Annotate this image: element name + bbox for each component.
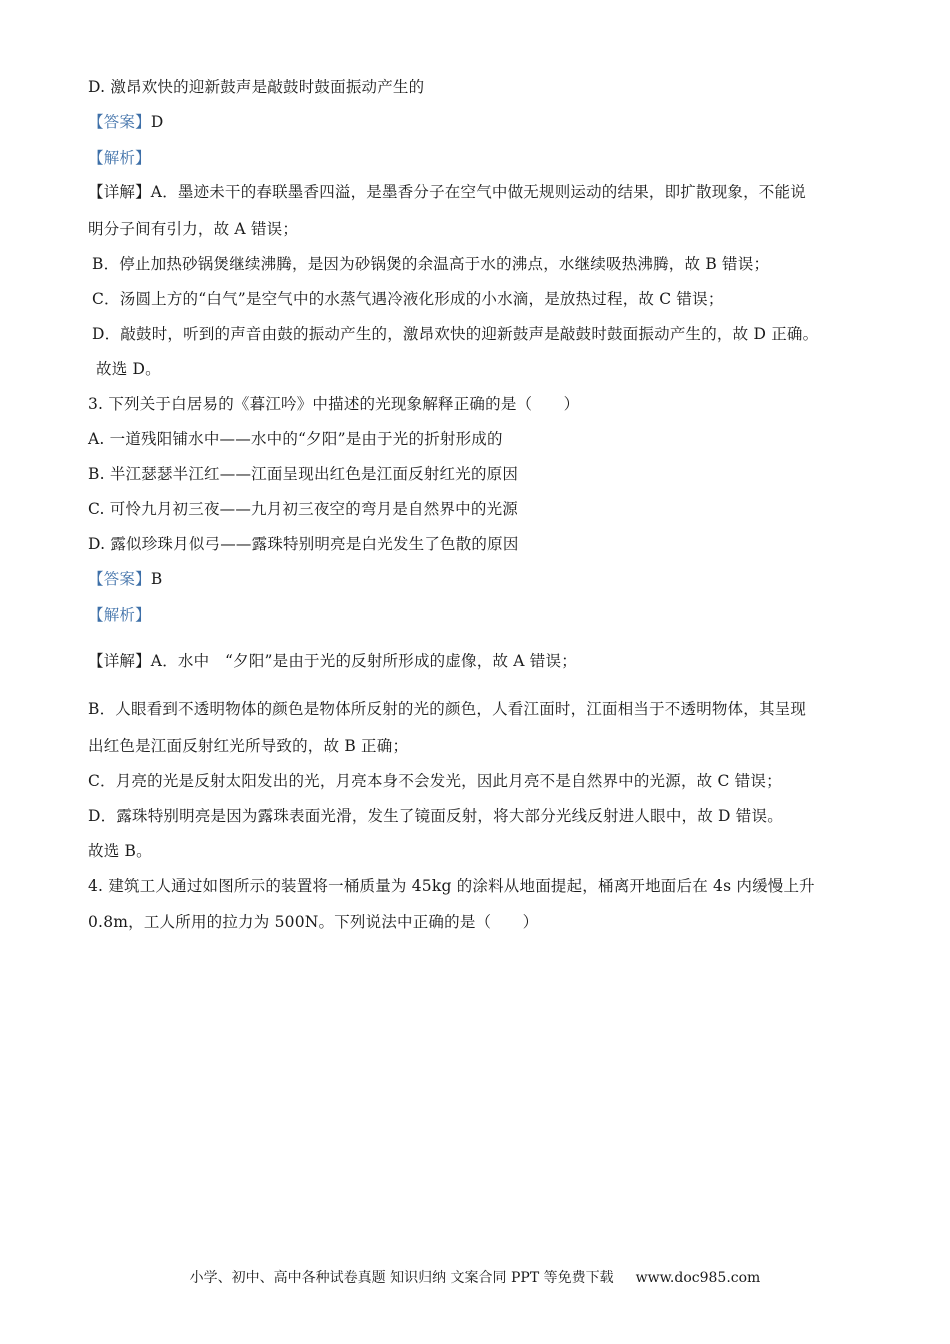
q3-detail-line-3: 出红色是江面反射红光所导致的，故 B 正确； — [88, 737, 409, 755]
answer-tag: 【答案】 — [88, 113, 151, 131]
q3-option-b: B. 半江瑟瑟半江红——江面呈现出红色是江面反射红光的原因 — [88, 465, 519, 483]
footer-text: 小学、初中、高中各种试卷真题 知识归纳 文案合同 PPT 等免费下载 — [189, 1270, 614, 1286]
q2-detail-line-5: D．敲鼓时，听到的声音由鼓的振动产生的，激昂欢快的迎新鼓声是敲鼓时鼓面振动产生的，故 D 正确。 — [92, 325, 819, 343]
q3-detail-line-1: 【详解】A．水中 “夕阳”是由于光的反射所形成的虚像，故 A 错误； — [88, 652, 577, 670]
q3-option-d: D. 露似珍珠月似弓——露珠特别明亮是白光发生了色散的原因 — [88, 535, 519, 553]
q3-option-c: C. 可怜九月初三夜——九月初三夜空的弯月是自然界中的光源 — [88, 500, 518, 518]
answer-value: B — [150, 570, 163, 588]
q2-detail-line-2: 明分子间有引力，故 A 错误； — [88, 220, 299, 238]
q4-stem-line-1: 4. 建筑工人通过如图所示的装置将一桶质量为 45kg 的涂料从地面提起，桶离开地面后在 4s 内缓慢上升 — [88, 877, 815, 895]
q2-conclusion: 故选 D。 — [96, 360, 161, 378]
q3-stem: 3. 下列关于白居易的《暮江吟》中描述的光现象解释正确的是（ ） — [88, 395, 580, 413]
q3-conclusion: 故选 B。 — [88, 842, 152, 860]
q2-answer — [88, 111, 163, 133]
q3-analysis-tag: 【解析】 — [88, 606, 151, 624]
q3-option-a: A. 一道残阳铺水中——水中的“夕阳”是由于光的折射形成的 — [88, 430, 503, 448]
q3-detail-line-5: D．露珠特别明亮是因为露珠表面光滑，发生了镜面反射，将大部分光线反射进人眼中，故 D 错误。 — [88, 807, 783, 825]
q3-detail-line-2: B．人眼看到不透明物体的颜色是物体所反射的光的颜色，人看江面时，江面相当于不透明物体，其呈现 — [88, 700, 807, 718]
q2-detail-line-3: B．停止加热砂锅煲继续沸腾，是因为砂锅煲的余温高于水的沸点，水继续吸热沸腾，故 B 错误； — [92, 255, 770, 273]
q2-detail-line-1: 【详解】A．墨迹未干的春联墨香四溢，是墨香分子在空气中做无规则运动的结果，即扩散现象，不能说 — [88, 183, 806, 201]
q3-detail-line-4: C．月亮的光是反射太阳发出的光，月亮本身不会发光，因此月亮不是自然界中的光源，故 C 错误； — [88, 772, 782, 790]
q4-stem-line-2: 0.8m，工人所用的拉力为 500N。下列说法中正确的是（ ） — [88, 913, 539, 931]
q2-detail-line-4: C．汤圆上方的“白气”是空气中的水蒸气遇冷液化形成的小水滴，是放热过程，故 C 错误； — [92, 290, 724, 308]
footer-url[interactable]: www.doc985.com — [635, 1270, 761, 1286]
q2-analysis-tag: 【解析】 — [88, 149, 151, 167]
page-footer — [0, 1268, 950, 1288]
q3-answer — [88, 568, 162, 590]
q2-option-d: D. 激昂欢快的迎新鼓声是敲鼓时鼓面振动产生的 — [88, 78, 425, 96]
answer-value: D — [150, 113, 164, 131]
answer-tag: 【答案】 — [88, 570, 151, 588]
